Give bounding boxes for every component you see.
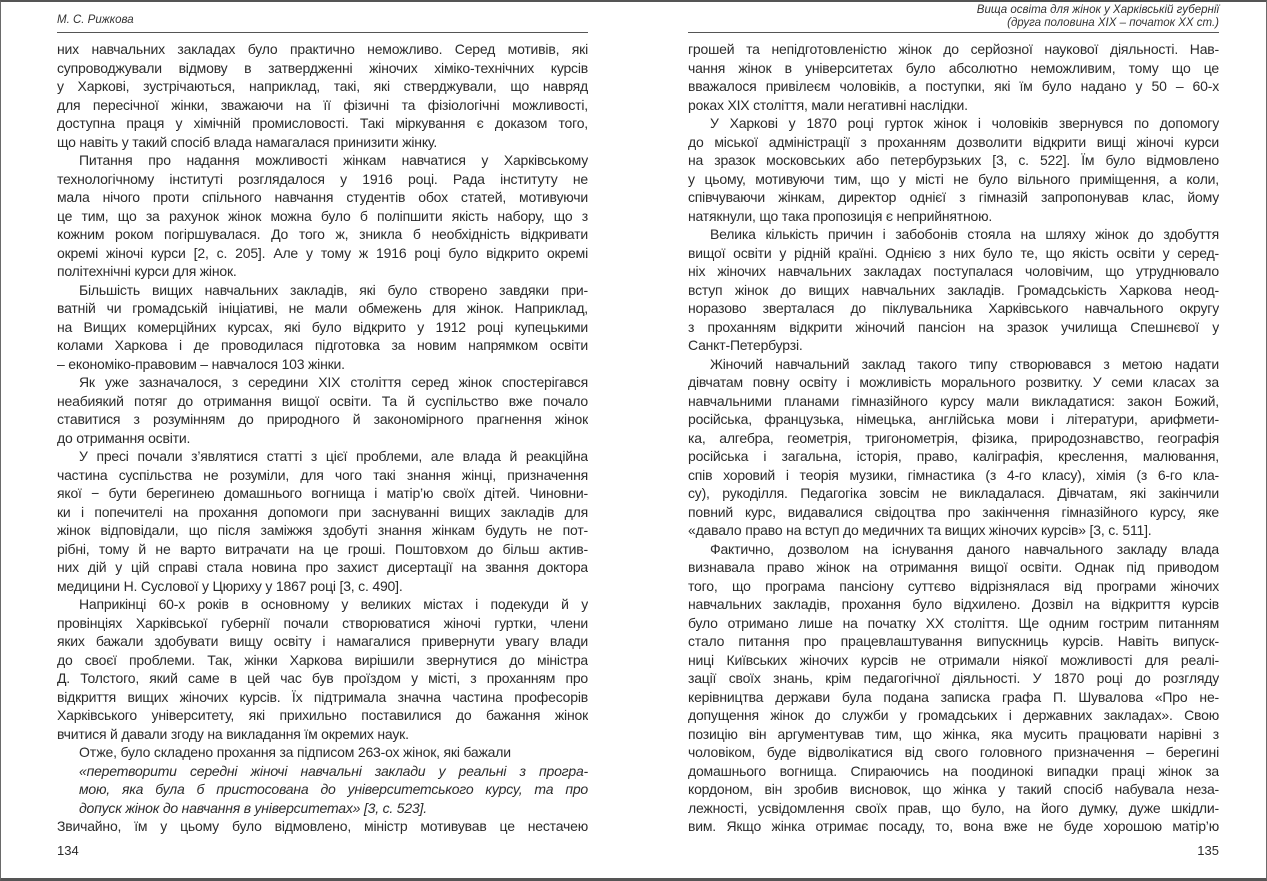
running-header: [57, 0, 588, 33]
text-line: жінок відповідали, що після заміжжя здобуті знання жінкам будуть не пот-: [57, 522, 588, 538]
text-line: частина суспільства не розуміли, для чого такі знання жінці, призначення: [57, 466, 588, 483]
title-header-line-1: Вища освіта для жінок у Харківській губернії: [976, 4, 1219, 16]
text-line: них дій у цій справі стала новина про захист дисертації на звання доктора: [57, 559, 588, 575]
text-line: навчальними планами гімназійного курсу мали викладатися: закон Божий,: [688, 392, 1219, 409]
text-line: на зразок московських або петербурзьких [3, с. 522]. Їм було відмовлено: [688, 152, 1219, 168]
text-line: кожним роком погіршувалася. До того ж, зникла б необхідність відкривати: [57, 226, 588, 242]
text-line: провінціях Харківської губернії почали створюватися жіночі гуртки, члени: [57, 614, 588, 631]
text-line: яких бажали здобувати вищу освіту і намагалися привернути увагу влади: [57, 633, 588, 649]
text-line: окремі жіночі курси [2, с. 205]. Але у тому ж 1916 році було відкрито окремі: [57, 244, 588, 261]
text-line: з проханням відкрити жіночий пансіон на зразок училища Спешнєвої у: [688, 318, 1219, 335]
text-line: ка, алгебра, геометрія, тригонометрія, фізика, природознавство, географія: [688, 429, 1219, 446]
text-line: ниці Київських жіночих курсів не отримали ніякої можливості для реалі-: [688, 651, 1219, 668]
text-line: Фактично, дозволом на існування даного навчального закладу влада: [710, 540, 1219, 557]
text-line: натякнули, що така пропозиція є неприйнятною.: [688, 207, 993, 224]
text-line: Питання про надання можливості жінкам навчатися у Харківському: [79, 152, 588, 168]
text-line: до отримання освіти.: [57, 429, 191, 446]
text-line: Харківського університету, які прихильно поставилися до бажання жінок: [57, 707, 588, 723]
text-line: рібні, тому й не варто витрачати на це гроші. Поштовхом до більш актив-: [57, 540, 588, 557]
text-line: чання жінок в університетах було абсолютно неможливим, тому що це: [688, 59, 1219, 76]
text-line: супроводжували відмову в затвердженні жіночих хіміко-технічних курсів: [57, 59, 588, 76]
text-line: Як уже зазначалося, з середини XIX століття серед жінок спостерігався: [79, 374, 588, 390]
text-line: у цьому, мотивуючи тим, що у місті не було вільного приміщення, а коли,: [688, 170, 1219, 187]
text-line: доступна праця у хімічній промисловості. Такі міркування є доказом того,: [57, 115, 588, 131]
text-line: політехнічні курси для жінок.: [57, 263, 237, 279]
quote-line: допуск жінок до навчання в університетах» [3, с. 523].: [79, 799, 427, 816]
text-line: Санкт-Петербурзі.: [688, 337, 803, 353]
text-line: співчуваючи жінкам, директор однієї з гімназій запропонував клас, йому: [688, 189, 1219, 205]
text-line: вчитися й давали згоду на викладання їм окремих наук.: [57, 725, 409, 742]
text-line: якої − бути берегинею домашнього вогнища і матір’ю своїх дітей. Чиновни-: [57, 485, 588, 501]
text-line: колами Харкова і де проводилася підготовка за новим напрямком освіти: [57, 337, 588, 353]
text-line: на Вищих комерційних курсах, які було відкрито у 1912 році купецькими: [57, 318, 588, 335]
text-line: неабиякий потяг до отримання вищої освіти. Та й суспільство вже почало: [57, 392, 588, 409]
text-line: ніх жіночих навчальних закладах поступалася чоловічим, що утруднювало: [688, 263, 1219, 279]
text-line: до своєї проблеми. Так, жінки Харкова вирішили звернутися до міністра: [57, 651, 588, 668]
page-number: 134: [57, 843, 79, 858]
text-line: технологічному інституті розглядалося у 1916 році. Рада інституту не: [57, 170, 588, 187]
page-body: [57, 40, 588, 836]
text-line: російська і загальна, історія, право, каліграфія, креслення, малювання,: [688, 448, 1219, 464]
text-line: Жіночий навчальний заклад такого типу створювався з метою надати: [710, 355, 1219, 372]
text-line: Д. Толстого, який саме в цей час був проїздом у місті, з проханням про: [57, 670, 588, 686]
text-line: до міської адміністрації з проханням дозволити відкрити вищі жіночі курси: [688, 133, 1219, 150]
text-line: домашнього вогнища. Спираючись на поодинокі випадки праці жінок за: [688, 762, 1219, 779]
text-line: у Харкові, зустрічаються, наприклад, такі, які стверджували, що навряд: [57, 78, 588, 94]
text-line: норазово зверталася до піклувальника Харківського навчального округу: [688, 300, 1219, 316]
text-line: це тим, що за рахунок жінок можна було б поліпшити якість набору, що з: [57, 207, 588, 224]
page-body: [688, 40, 1219, 836]
text-line: Наприкінці 60-х років в основному у великих містах і подекуди й у: [79, 596, 588, 612]
text-line: було отримано лише на початку XX століття. Ще одним гострим питанням: [688, 614, 1219, 631]
text-line: су), рукоділля. Педагогіка зовсім не викладалася. Дівчатам, які закінчили: [688, 485, 1219, 501]
text-line: ки і попечителі на прохання допомоги при заснуванні вищих закладів для: [57, 503, 588, 520]
text-line: Звичайно, їм у цьому було відмовлено, міністр мотивував це нестачею: [57, 818, 588, 834]
text-line: зації своїх знань, крім педагогічної діяльності. У 1870 році до розгляду: [688, 670, 1219, 686]
text-line: Більшість вищих навчальних закладів, які було створено завдяки при-: [79, 281, 588, 298]
text-line: кордоном, він зробив висновок, що жінка у такий спосіб набувала неза-: [688, 781, 1219, 797]
text-line: дівчатам повну освіту і можливість морального розвитку. У семи класах за: [688, 374, 1219, 390]
text-line: лежності, усвідомлення своїх прав, що було, на його думку, дуже шкідли-: [688, 799, 1219, 816]
text-line: ставитися з розумінням до природного й закономірного прагнення жінок: [57, 411, 588, 427]
text-line: для пересічної жінки, зважаючи на її фізичні та фізіологічні можливості,: [57, 96, 588, 113]
text-line: навчальних закладів, прохання було відхилено. Дозвіл на відкриття курсів: [688, 596, 1219, 612]
text-line: вищої освіти у рідній країні. Однією з них було те, що якість освіти у серед-: [688, 244, 1219, 261]
text-line: чоловіком, буде відволікатися від свого головного призначення – берегині: [688, 744, 1219, 760]
text-line: У Харкові у 1870 році гурток жінок і чоловіків звернувся по допомогу: [710, 115, 1219, 131]
text-line: стало питання про працевлаштування випускниць курсів. Навіть випуск-: [688, 633, 1219, 649]
author-header: М. С. Рижкова: [57, 14, 134, 26]
text-line: керівництва держави була подана записка графа П. Шувалова «Про не-: [688, 688, 1219, 705]
text-line: грошей та непідготовленістю жінок до серйозної наукової діяльності. Нав-: [688, 41, 1219, 57]
text-line: роках XIX століття, мали негативні наслідки.: [688, 96, 968, 113]
text-line: допущення жінок до служби у громадських і державних закладах». Свою: [688, 707, 1219, 723]
text-line: Велика кількість причин і забобонів стояла на шляху жінок до здобуття: [710, 226, 1219, 242]
text-line: – економіко-правовим – навчалося 103 жінки.: [57, 355, 345, 372]
title-header-line-2: (друга половина XIX – початок XX ст.): [1007, 17, 1219, 29]
running-header: [688, 0, 1219, 33]
text-line: ватній чи громадській ініціативі, не мали обмежень для жінок. Наприклад,: [57, 300, 588, 316]
text-line: відкриття вищих жіночих курсів. Їх підтримала значна частина професорів: [57, 688, 588, 705]
text-line: позицію він аргументував тим, що жінка, яка мусить працювати нарівні з: [688, 725, 1219, 742]
text-line: вим. Якщо жінка отримає посаду, то, вона вже не буде хорошою матір’ю: [688, 818, 1219, 834]
page-135: [688, 0, 1219, 876]
text-line: того, що програма пансіону суттєво відрізнялася від програми жіночих: [688, 577, 1219, 594]
text-line: них навчальних закладах було практично неможливо. Серед мотивів, які: [57, 41, 588, 57]
text-line: медицини Н. Суслової у Цюриху у 1867 році [3, с. 490].: [57, 577, 403, 594]
page-134: [57, 0, 588, 876]
text-line: мала нічого проти спільного навчання студентів обох статей, мотивуючи: [57, 189, 588, 205]
text-line: російська, французька, німецька, англійська мови і літератури, арифмети-: [688, 411, 1219, 427]
page-number: 135: [1197, 843, 1219, 858]
text-line: що навіть у такий спосіб влада намагалася принизити жінку.: [57, 133, 438, 150]
text-line: визнавала право жінок на отримання вищої освіти. Однак під приводом: [688, 559, 1219, 575]
text-line: Отже, було складено прохання за підписом 263-ох жінок, які бажали: [79, 744, 511, 760]
text-line: «давало право на вступ до медичних та вищих жіночих курсів» [3, с. 511].: [688, 522, 1152, 538]
quote-line: мою, яка була б пристосована до університетського курсу, та про: [79, 781, 588, 797]
text-line: вважалося привілеєм чоловіків, а поступки, які їм було надано у 50 – 60-х: [688, 78, 1219, 94]
text-line: спів хоровий і теорія музики, гімнастика (з 4-го класу), хімія (з 6-го кла-: [688, 466, 1219, 483]
text-line: повний курс, видавалися свідоцтва про закінчення гімназійного курсу, яке: [688, 503, 1219, 520]
text-line: У пресі почали з’являтися статті з цієї проблеми, але влада й реакційна: [79, 448, 588, 464]
text-line: вступ жінок до вищих навчальних закладів. Громадськість Харкова неод-: [688, 281, 1219, 298]
quote-line: «перетворити середні жіночі навчальні заклади у реальні з програ-: [79, 762, 588, 779]
